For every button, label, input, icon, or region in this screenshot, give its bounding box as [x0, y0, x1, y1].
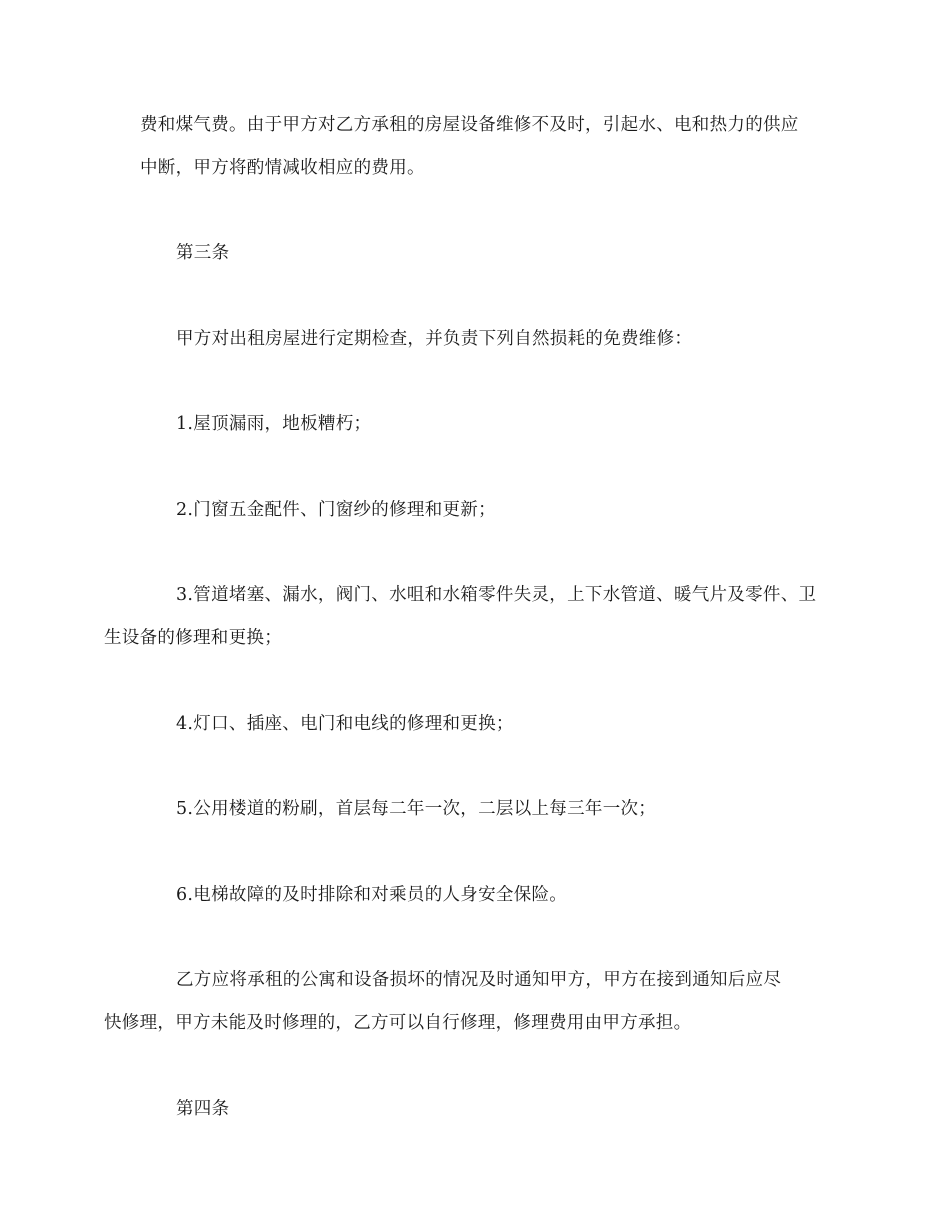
- heading-text: 第四条: [176, 1099, 230, 1119]
- list-item-6: [140, 874, 820, 917]
- paragraph-inspection-intro: [140, 318, 820, 361]
- article-heading-four: [140, 1088, 820, 1131]
- text-line: 6.电梯故障的及时排除和对乘员的人身安全保险。: [176, 885, 568, 905]
- text-line: 2.门窗五金配件、门窗纱的修理和更新；: [176, 500, 496, 520]
- text-line: 4.灯口、插座、电门和电线的修理和更换；: [176, 714, 514, 734]
- paragraph-utility-costs: [140, 104, 820, 190]
- paragraph-repair-notice: [104, 959, 820, 1045]
- text-line: 甲方对出租房屋进行定期检查，并负责下列自然损耗的免费维修：: [176, 329, 693, 349]
- text-line: 费和煤气费。由于甲方对乙方承租的房屋设备维修不及时，引起水、电和热力的供应: [140, 115, 799, 135]
- text-line: 乙方应将承租的公寓和设备损坏的情况及时通知甲方，甲方在接到通知后应尽: [176, 970, 782, 990]
- heading-text: 第三条: [176, 243, 230, 263]
- text-line: 1.屋顶漏雨，地板糟朽；: [176, 414, 372, 434]
- text-line: 中断，甲方将酌情减收相应的费用。: [140, 158, 425, 178]
- list-item-2: [140, 489, 820, 532]
- article-heading-three: [140, 232, 820, 275]
- list-item-3: [104, 574, 820, 660]
- text-line: 3.管道堵塞、漏水，阀门、水咀和水箱零件失灵，上下水管道、暖气片及零件、卫: [176, 585, 817, 605]
- text-line: 快修理，甲方未能及时修理的，乙方可以自行修理，修理费用由甲方承担。: [104, 1013, 692, 1033]
- text-line: 5.公用楼道的粉刷，首层每二年一次，二层以上每三年一次；: [176, 799, 657, 819]
- list-item-5: [140, 788, 820, 831]
- text-line: 生设备的修理和更换；: [104, 628, 282, 648]
- list-item-4: [140, 703, 820, 746]
- list-item-1: [140, 403, 820, 446]
